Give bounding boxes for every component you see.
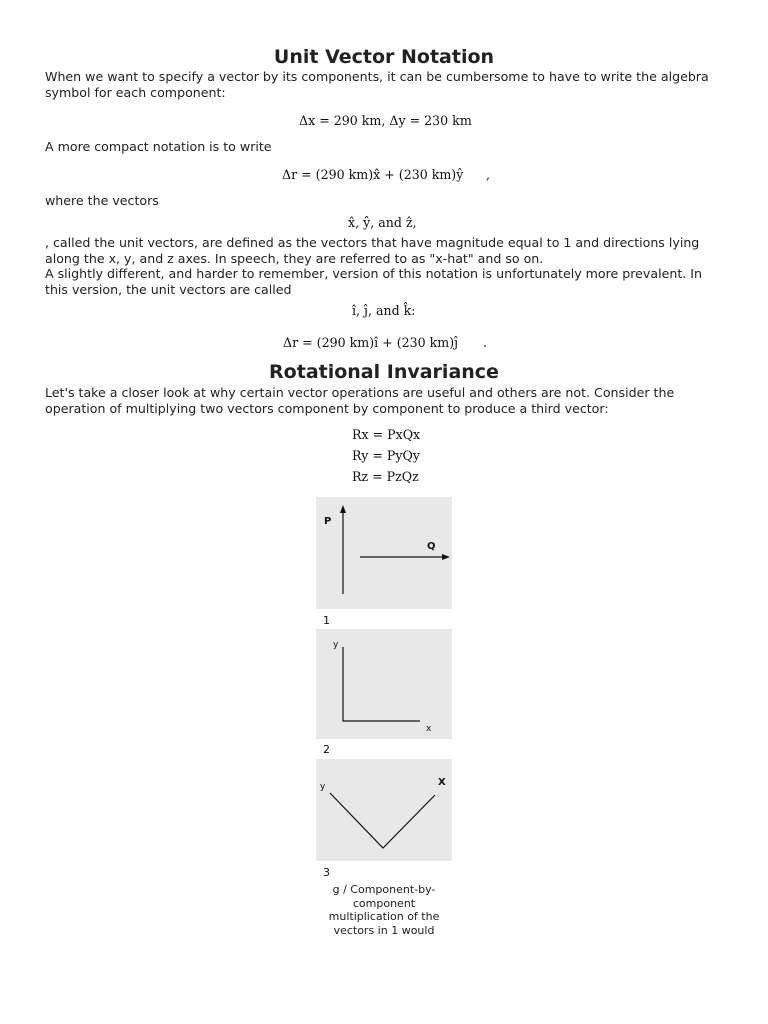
- label-p: P: [324, 516, 332, 527]
- paragraph-alternate-notation: A slightly different, and harder to remember, version of this notation is unfortunately more prevalent. In this version, the unit vectors are called: [45, 266, 702, 297]
- axes-lines: [343, 647, 420, 721]
- paragraph-intro: When we want to specify a vector by its components, it can be cumbersome to have to write the algebra symbol for each component:: [45, 69, 709, 100]
- label-q: Q: [427, 541, 436, 552]
- section-title-rotational-invariance: Rotational Invariance: [269, 361, 499, 383]
- paragraph-rotational-intro: Let's take a closer look at why certain vector operations are useful and others are not. Consider the operation of multiplying two vectors component by component to produce a third vector:: [45, 385, 675, 416]
- equation-components: Δx = 290 km, Δy = 230 km: [299, 113, 472, 128]
- equation-unit-vectors-hat: x̂, ŷ, and ẑ,: [348, 215, 417, 230]
- figure-panel-3: [316, 759, 452, 861]
- figure-panel-2-number: 2: [323, 743, 330, 756]
- figure-panel-1-number: 1: [323, 614, 330, 627]
- vector-q-arrowhead: [442, 554, 450, 560]
- equation-unit-vectors-ijk: î, ĵ, and k̂:: [352, 303, 416, 318]
- rotated-axes-lines: [330, 793, 435, 848]
- rotated-axes-diagram: [316, 759, 452, 861]
- equation-compact: Δr = (290 km)x̂ + (230 km)ŷ: [282, 167, 464, 182]
- paragraph-unit-vectors-definition: , called the unit vectors, are defined as the vectors that have magnitude equal to 1 and directions lying along the x, y, and z axes. In speech, they are referred to as "x-hat" and so on.: [45, 235, 700, 266]
- figure-panel-1: [316, 497, 452, 609]
- figure-panel-2: [316, 629, 452, 739]
- equation-ijk-punct: .: [483, 335, 488, 350]
- equation-rx: Rx = PxQx: [352, 427, 421, 442]
- vector-p-arrowhead: [340, 505, 346, 513]
- label-y-rotated: y: [320, 782, 326, 792]
- vectors-p-q-diagram: [316, 497, 452, 609]
- axes-xy-diagram: [316, 629, 452, 739]
- paragraph-compact-notation: A more compact notation is to write: [45, 139, 272, 154]
- paragraph-where-vectors: where the vectors: [45, 193, 159, 208]
- equation-ijk-form: Δr = (290 km)î + (230 km)ĵ: [283, 335, 459, 350]
- label-y-axis: y: [333, 640, 339, 650]
- equation-compact-punct: ,: [486, 167, 491, 182]
- equation-ry: Ry = PyQy: [352, 448, 420, 463]
- equation-rz: Rz = PzQz: [352, 469, 419, 484]
- figure-caption: g / Component-by-component multiplication of the vectors in 1 would: [328, 883, 440, 937]
- label-x-axis: x: [426, 724, 432, 734]
- figure-panel-3-number: 3: [323, 866, 330, 879]
- label-x-rotated: X: [438, 777, 446, 788]
- section-title-unit-vector-notation: Unit Vector Notation: [273, 46, 495, 68]
